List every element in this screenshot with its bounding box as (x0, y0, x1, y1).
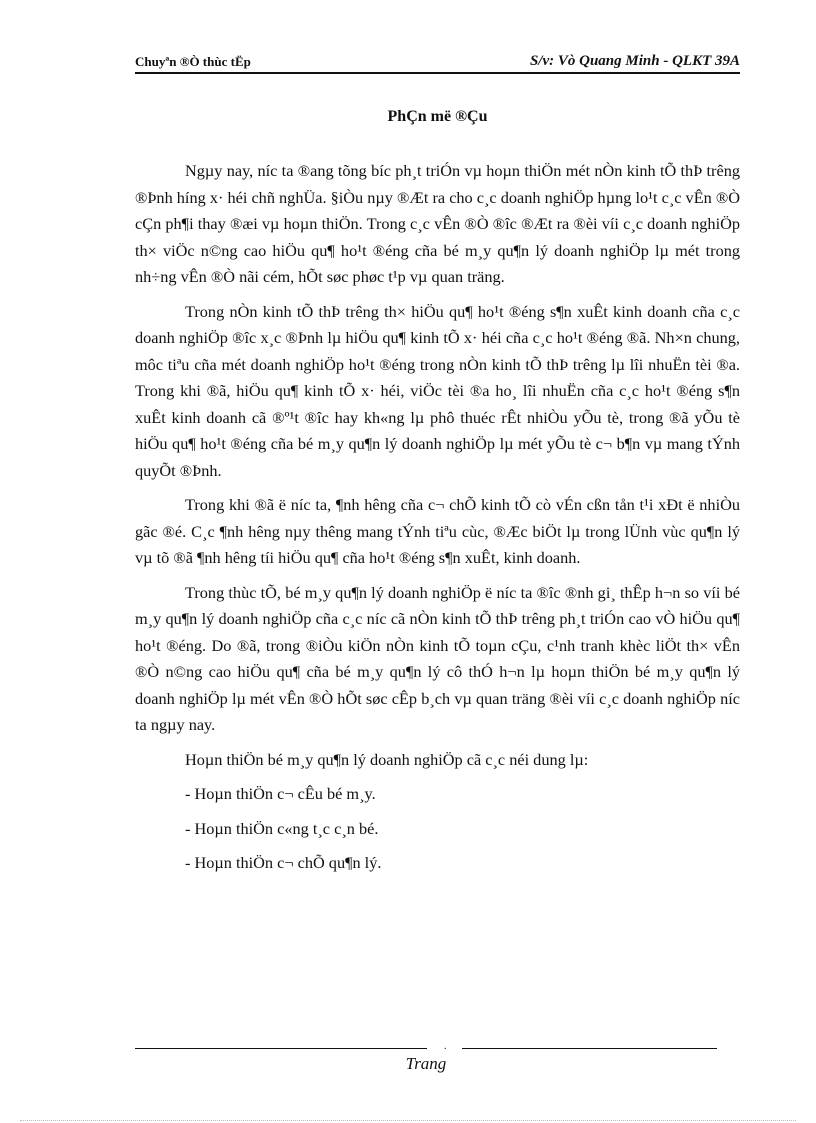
paragraph-3: Trong khi ®ã ë níc ta, ¶nh hêng cña c¬ chÕ kinh tÕ cò vÉn cßn tån t¹i xÐt ë nhiÒu gãc ®é. C¸c ¶nh hêng nµy thêng mang tÝnh tiªu cùc, ®Æc biÖt lµ trong lÜnh vùc qu¶n lý vµ tõ ®ã ¶nh hêng tíi hiÖu qu¶ cña ho¹t ®éng s¶n xuÊt, kinh doanh. (135, 495, 740, 567)
page-edge-divider (20, 1120, 796, 1121)
paragraph-2: Trong nÒn kinh tÕ thÞ trêng th× hiÖu qu¶ ho¹t ®éng s¶n xuÊt kinh doanh cña c¸c doanh nghiÖp ®îc x¸c ®Þnh lµ hiÖu qu¶ kinh tÕ x· héi cña c¸c ho¹t ®éng ®ã. Nh×n chung, môc tiªu cña mét doanh nghiÖp ho¹t ®éng trong nÒn kinh tÕ thÞ trêng lµ lîi nhuËn tèi ®a. Trong khi ®ã, hiÖu qu¶ kinh tÕ x· héi, viÖc tèi ®a ho¸ lîi nhuËn cña c¸c ho¹t ®éng s¶n xuÊt kinh doanh cã ®º¹t ®îc hay kh«ng lµ phô thuéc rÊt nhiÒu yÕu tè, trong ®ã yÕu tè hiÖu qu¶ ho¹t ®éng cña bé m¸y qu¶n lý doanh nghiÖp lµ mét yÕu tè c¬ b¶n vµ mang tÝnh quyÕt ®Þnh. (135, 301, 740, 480)
section-title: PhÇn më ®Çu (387, 108, 488, 125)
page-header (135, 50, 740, 74)
footer-rule-right (462, 1048, 717, 1049)
footer-rule-left (135, 1048, 427, 1049)
paragraph-1: Ngµy nay, níc ta ®ang tõng bíc ph¸t triÓn vµ hoµn thiÖn mét nÒn kinh tÕ thÞ trêng ®Þnh híng x· héi chñ nghÜa. §iÒu nµy ®Æt ra cho c¸c doanh nghiÖp hµng lo¹t c¸c vÊn ®Ò cÇn ph¶i thay ®æi vµ hoµn thiÖn. Trong c¸c vÊn ®Ò ®îc ®Æt ra ®èi víi c¸c doanh nghiÖp th× viÖc n©ng cao hiÖu qu¶ ho¹t ®éng cña bé m¸y qu¶n lý doanh nghiÖp lµ mét trong nh÷ng vÊn ®Ò nãi cém, hÕt søc phøc t¹p vµ quan träng. (135, 161, 740, 286)
footer-dot: . (444, 1041, 447, 1052)
paragraph-5: Hoµn thiÖn bé m¸y qu¶n lý doanh nghiÖp cã c¸c néi dung lµ: (185, 749, 589, 769)
content-list (135, 781, 740, 877)
page-label: Trang (405, 1054, 447, 1073)
list-item: - Hoµn thiÖn c¬ chÕ qu¶n lý. (185, 853, 382, 872)
list-item: - Hoµn thiÖn c«ng t¸c c¸n bé. (185, 818, 379, 838)
paragraph-4: Trong thùc tÕ, bé m¸y qu¶n lý doanh nghiÖp ë níc ta ®îc ®nh gi¸ thÊp h¬n so víi bé m¸y qu¶n lý doanh nghiÖp cña c¸c níc cã nÒn kinh tÕ thÞ trêng ph¸t triÓn cao vÒ hiÖu qu¶ ho¹t ®éng. Do ®ã, trong ®iÒu kiÖn nÒn kinh tÕ toµn cÇu, c¹nh tranh khèc liÖt th× vÊn ®Ò n©ng cao hiÖu qu¶ cña bé m¸y qu¶n lý cô thÓ h¬n lµ hoµn thiÖn bé m¸y qu¶n lý doanh nghiÖp lµ mét vÊn ®Ò hÕt søc cÊp b¸ch vµ quan träng ®èi víi c¸c doanh nghiÖp níc ta ngµy nay. (135, 582, 740, 734)
list-item: - Hoµn thiÖn c¬ cÊu bé m¸y. (185, 784, 376, 803)
header-document-type: Chuyªn ®Ò thùc tËp (135, 54, 251, 69)
header-author: S/v: Vò Quang Minh - QLKT 39A (529, 53, 740, 69)
document-body (135, 158, 740, 885)
